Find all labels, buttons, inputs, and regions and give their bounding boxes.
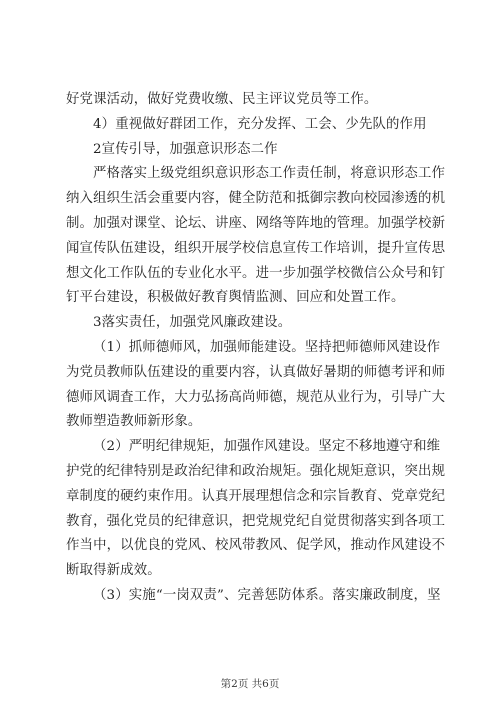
document-body xyxy=(66,88,446,609)
text-line: 章制度的硬约束作用。认真开展理想信念和宗旨教育、党章党纪 xyxy=(66,488,446,504)
text-line: （2）严明纪律规矩，加强作风建设。坚定不移地遵守和维 xyxy=(93,439,441,455)
text-line: 作当中，以优良的党风、校风带教风、促学风，推动作风建设不 xyxy=(66,538,446,554)
text-line: 教育，强化党员的纪律意识，把党规党纪自觉贯彻落实到各项工 xyxy=(66,513,446,529)
text-line: 钉平台建设，积极做好教育舆情监测、回应和处置工作。 xyxy=(66,290,405,306)
text-line: 闻宣传队伍建设，组织开展学校信息宣传工作培训，提升宣传思 xyxy=(66,240,446,256)
text-line: （3）实施“一岗双责”、完善惩防体系。落实廉政制度，坚 xyxy=(93,587,441,603)
text-line: 纳入组织生活会重要内容，健全防范和抵御宗教向校园渗透的机 xyxy=(66,191,446,207)
text-line: 断取得新成效。 xyxy=(66,563,161,579)
text-line: 为党员教师队伍建设的重要内容，认真做好暑期的师德考评和师 xyxy=(66,364,446,380)
text-line: 护党的纪律特别是政治纪律和政治规矩。强化规矩意识，突出规 xyxy=(66,463,446,479)
page-number-footer: 第2页 共6页 xyxy=(220,678,280,690)
text-line: 4）重视做好群团工作，充分发挥、工会、少先队的作用 xyxy=(93,116,427,132)
text-line: 制。加强对课堂、论坛、讲座、网络等阵地的管理。加强学校新 xyxy=(66,215,446,231)
section-heading: 2宣传引导，加强意识形态二作 xyxy=(93,141,278,157)
text-line: 教师塑造教师新形象。 xyxy=(66,414,202,430)
text-line: 严格落实上级党组织意识形态工作责任制，将意识形态工作 xyxy=(93,166,446,182)
section-heading: 3落实责任，加强党风廉政建设。 xyxy=(93,315,292,331)
text-line: 想文化工作队伍的专业化水平。进一步加强学校微信公众号和钉 xyxy=(66,265,446,281)
text-line: （1）抓师德师风，加强师能建设。坚持把师德师风建设作 xyxy=(93,339,441,355)
text-line: 好党课活动，做好党费收缴、民主评议党员等工作。 xyxy=(66,92,378,107)
text-line: 德师风调査工作，大力弘扬高尚师德，规范从业行为，引导广大 xyxy=(66,389,446,405)
